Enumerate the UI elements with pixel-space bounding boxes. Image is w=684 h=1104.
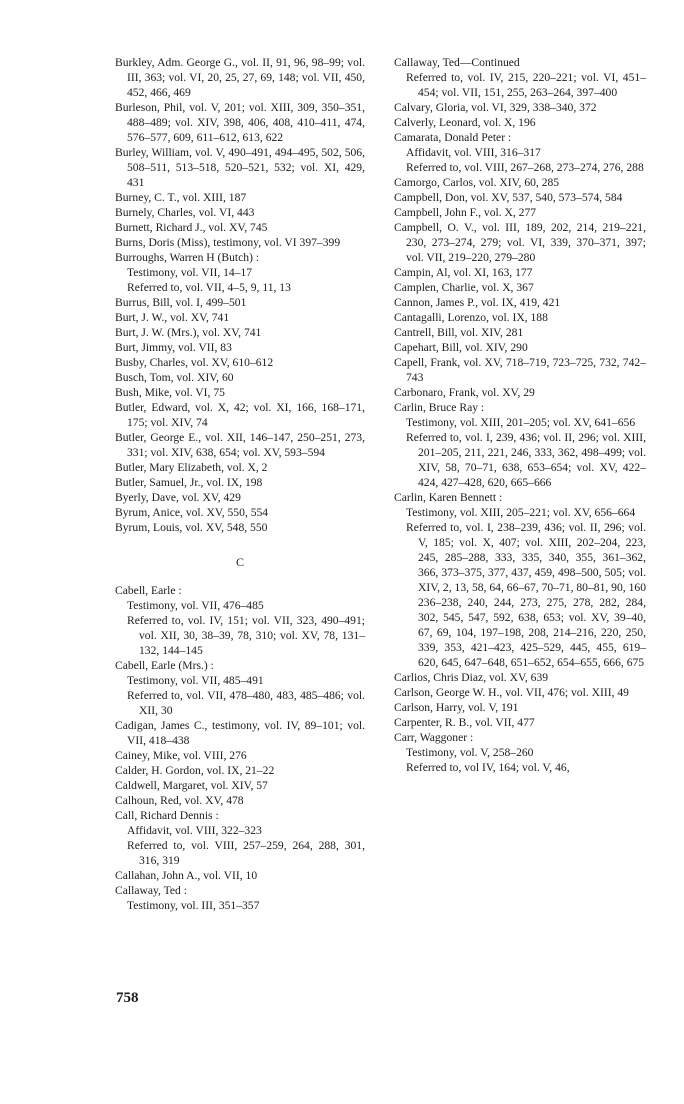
index-entry: Butler, Edward, vol. X, 42; vol. XI, 166, 168–171, 175; vol. XIV, 74 xyxy=(115,401,365,429)
index-entry: Burnett, Richard J., vol. XV, 745 xyxy=(115,221,268,234)
index-entry: Butler, Mary Elizabeth, vol. X, 2 xyxy=(115,461,268,474)
index-entry: Burleson, Phil, vol. V, 201; vol. XIII, 309, 350–351, 488–489; vol. XIV, 398, 406, 408, 410–411, 474, 576–577, 609, 611–612, 613, 622 xyxy=(115,101,365,144)
index-entry: Cannon, James P., vol. IX, 419, 421 xyxy=(394,296,561,309)
index-entry: Burt, J. W., vol. XV, 741 xyxy=(115,311,230,324)
index-entry: Carlson, Harry, vol. V, 191 xyxy=(394,701,519,714)
index-entry: Burrus, Bill, vol. I, 499–501 xyxy=(115,296,247,309)
index-entry: Carlson, George W. H., vol. VII, 476; vol. XIII, 49 xyxy=(394,686,629,699)
index-entry: Cadigan, James C., testimony, vol. IV, 89–101; vol. VII, 418–438 xyxy=(115,719,365,747)
index-subentry: Affidavit, vol. VIII, 322–323 xyxy=(127,824,262,837)
index-entry: Campin, Al, vol. XI, 163, 177 xyxy=(394,266,533,279)
index-entry: Camplen, Charlie, vol. X, 367 xyxy=(394,281,534,294)
index-subentry: Referred to, vol IV, 164; vol. V, 46, xyxy=(406,761,570,774)
index-entry: Busch, Tom, vol. XIV, 60 xyxy=(115,371,234,384)
index-entry: Camarata, Donald Peter : xyxy=(394,131,512,144)
index-subentry: Testimony, vol. VII, 485–491 xyxy=(127,674,264,687)
index-entry: Calder, H. Gordon, vol. IX, 21–22 xyxy=(115,764,275,777)
index-entry: Cainey, Mike, vol. VIII, 276 xyxy=(115,749,247,762)
index-entry: Callahan, John A., vol. VII, 10 xyxy=(115,869,258,882)
index-subentry: Referred to, vol. IV, 151; vol. VII, 323, 490–491; vol. XII, 30, 38–39, 78, 310; vol. XV, 78, 131–132, 144–145 xyxy=(127,614,365,657)
index-entry: Burns, Doris (Miss), testimony, vol. VI 397–399 xyxy=(115,236,341,249)
index-subentry: Testimony, vol. III, 351–357 xyxy=(127,899,260,912)
index-subentry: Referred to, vol. VII, 478–480, 483, 485–486; vol. XII, 30 xyxy=(127,689,365,717)
index-entry: Carlin, Bruce Ray : xyxy=(394,401,485,414)
index-entry: Capell, Frank, vol. XV, 718–719, 723–725, 732, 742–743 xyxy=(394,356,646,384)
index-entry: Burt, Jimmy, vol. VII, 83 xyxy=(115,341,232,354)
index-entry: Campbell, Don, vol. XV, 537, 540, 573–574, 584 xyxy=(394,191,623,204)
index-entry: Burkley, Adm. George G., vol. II, 91, 96, 98–99; vol. III, 363; vol. VI, 20, 25, 27, 69, 148; vol. VII, 450, 452, 466, 469 xyxy=(115,56,365,99)
index-subentry: Testimony, vol. XIII, 201–205; vol. XV, 641–656 xyxy=(406,416,636,429)
index-subentry: Referred to, vol. IV, 215, 220–221; vol. VI, 451–454; vol. VII, 151, 255, 263–264, 397–400 xyxy=(406,71,646,99)
index-entry: Burroughs, Warren H (Butch) : xyxy=(115,251,260,264)
index-subentry: Testimony, vol. VII, 14–17 xyxy=(127,266,253,279)
index-subentry: Referred to, vol. VIII, 267–268, 273–274, 276, 288 xyxy=(406,161,644,174)
index-subentry: Referred to, vol. VIII, 257–259, 264, 288, 301, 316, 319 xyxy=(127,839,365,867)
index-entry: Carpenter, R. B., vol. VII, 477 xyxy=(394,716,535,729)
index-entry: Cantrell, Bill, vol. XIV, 281 xyxy=(394,326,524,339)
c-entries xyxy=(115,583,365,913)
index-entry: Carlin, Karen Bennett : xyxy=(394,491,503,504)
index-entry: Campbell, O. V., vol. III, 189, 202, 214, 219–221, 230, 273–274, 279; vol. VI, 339, 370–371, 397; vol. VII, 219–220, 279–280 xyxy=(394,221,646,264)
index-entry: Callaway, Ted—Continued xyxy=(394,56,520,69)
index-subentry: Testimony, vol. V, 258–260 xyxy=(406,746,534,759)
section-letter: C xyxy=(235,555,244,569)
index-entry: Butler, Samuel, Jr., vol. IX, 198 xyxy=(115,476,263,489)
index-entry: Bush, Mike, vol. VI, 75 xyxy=(115,386,225,399)
index-entry: Burt, J. W. (Mrs.), vol. XV, 741 xyxy=(115,326,262,339)
index-subentry: Referred to, vol. I, 238–239, 436; vol. II, 296; vol. V, 185; vol. X, 407; vol. XIII, 202–204, 223, 245, 285–288, 333, 335, 340, 355, 361–362, 366, 373–375, 377, 437, 459, 498–500, 505; vol. XIV, 2, 13, 58, 64, 66–67, 70–71, 80–81, 90, 160 236–238, 240, 244, 273, 275, 278, 282, 284, 302, 545, 547, 592, 638, 653; vol. XV, 39–40, 67, 69, 104, 197–198, 208, 214–216, 220, 250, 339, 353, 421–423, 425–529, 445, 455, 619–620, 645, 647–648, 651–652, 654–655, 666, 675 xyxy=(406,521,646,669)
index-entry: Caldwell, Margaret, vol. XIV, 57 xyxy=(115,779,268,792)
right-column xyxy=(394,55,646,775)
b-entries xyxy=(115,55,365,535)
index-subentry: Testimony, vol. VII, 476–485 xyxy=(127,599,264,612)
left-column xyxy=(115,55,365,913)
index-entry: Calverly, Leonard, vol. X, 196 xyxy=(394,116,536,129)
index-entry: Cabell, Earle : xyxy=(115,584,182,597)
index-entry: Byerly, Dave, vol. XV, 429 xyxy=(115,491,241,504)
index-entry: Byrum, Louis, vol. XV, 548, 550 xyxy=(115,521,268,534)
index-entry: Calvary, Gloria, vol. VI, 329, 338–340, 372 xyxy=(394,101,597,114)
index-subentry: Referred to, vol. I, 239, 436; vol. II, 296; vol. XIII, 201–205, 211, 221, 246, 333, 362, 498–499; vol. XIV, 58, 70–71, 638, 653–654; vol. XV, 422–424, 427–428, 620, 665–666 xyxy=(406,431,646,489)
page-number: 758 xyxy=(116,990,139,1006)
index-entry: Cantagalli, Lorenzo, vol. IX, 188 xyxy=(394,311,548,324)
index-subentry: Testimony, vol. XIII, 205–221; vol. XV, 656–664 xyxy=(406,506,636,519)
index-subentry: Affidavit, vol. VIII, 316–317 xyxy=(406,146,541,159)
index-entry: Capehart, Bill, vol. XIV, 290 xyxy=(394,341,528,354)
index-entry: Burnely, Charles, vol. VI, 443 xyxy=(115,206,255,219)
index-entry: Callaway, Ted : xyxy=(115,884,187,897)
index-entry: Burley, William, vol. V, 490–491, 494–495, 502, 506, 508–511, 513–518, 520–521, 532; vol. XI, 429, 431 xyxy=(115,146,365,189)
index-entry: Campbell, John F., vol. X, 277 xyxy=(394,206,537,219)
index-entry: Call, Richard Dennis : xyxy=(115,809,219,822)
c-entries-continued xyxy=(394,55,646,775)
index-entry: Camorgo, Carlos, vol. XIV, 60, 285 xyxy=(394,176,560,189)
index-entry: Carlios, Chris Diaz, vol. XV, 639 xyxy=(394,671,549,684)
index-entry: Byrum, Anice, vol. XV, 550, 554 xyxy=(115,506,269,519)
index-entry: Calhoun, Red, vol. XV, 478 xyxy=(115,794,244,807)
index-subentry: Referred to, vol. VII, 4–5, 9, 11, 13 xyxy=(127,281,291,294)
index-entry: Busby, Charles, vol. XV, 610–612 xyxy=(115,356,274,369)
index-entry: Carbonaro, Frank, vol. XV, 29 xyxy=(394,386,535,399)
index-entry: Butler, George E., vol. XII, 146–147, 250–251, 273, 331; vol. XIV, 638, 654; vol. XV, 593–594 xyxy=(115,431,365,459)
index-entry: Cabell, Earle (Mrs.) : xyxy=(115,659,214,672)
index-entry: Burney, C. T., vol. XIII, 187 xyxy=(115,191,247,204)
index-entry: Carr, Waggoner : xyxy=(394,731,474,744)
